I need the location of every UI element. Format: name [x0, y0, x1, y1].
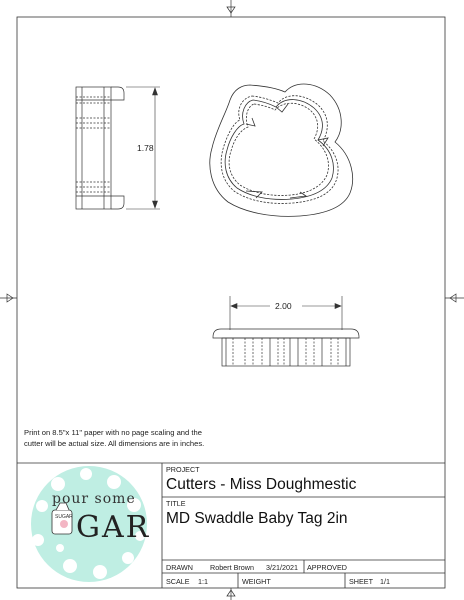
sheet-value: 1/1 — [380, 577, 390, 586]
sheet-label: SHEET — [349, 577, 373, 586]
width-dimension-label: 2.00 — [275, 301, 292, 311]
drawn-by: Robert Brown — [210, 563, 254, 572]
logo-text-line2: GAR — [76, 510, 151, 545]
drawing-title: MD Swaddle Baby Tag 2in — [166, 510, 348, 527]
drawn-label: DRAWN — [166, 563, 193, 572]
approved-label: APPROVED — [307, 563, 347, 572]
logo-text-line1: pour some — [52, 491, 136, 507]
scale-value: 1:1 — [198, 577, 208, 586]
project-name: Cutters - Miss Doughmestic — [166, 476, 357, 493]
print-instructions: Print on 8.5"x 11" paper with no page scaling and the cutter will be actual size. All dimensions are in inches. — [24, 428, 205, 448]
top-view-outline — [210, 84, 353, 216]
drawn-date: 3/21/2021 — [266, 563, 298, 572]
title-label: TITLE — [166, 499, 186, 508]
side-view — [76, 87, 124, 209]
project-label: PROJECT — [166, 465, 200, 474]
weight-label: WEIGHT — [242, 577, 271, 586]
logo-text-small: SUGAR — [55, 514, 73, 520]
scale-label: SCALE — [166, 577, 190, 586]
front-view — [213, 329, 359, 366]
height-dimension-label: 1.78 — [137, 143, 154, 153]
